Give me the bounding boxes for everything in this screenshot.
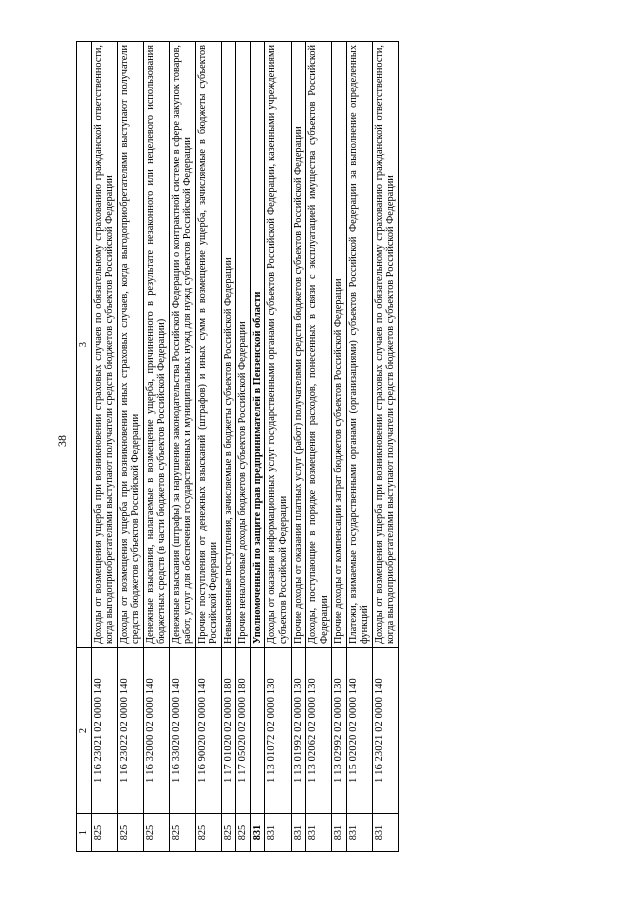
- revenue-code-cell: 1 16 33020 02 0000 140: [169, 648, 195, 814]
- admin-code-cell: 825: [221, 814, 236, 852]
- revenue-code-cell: 1 16 32000 02 0000 140: [143, 648, 169, 814]
- header-col-2: 2: [77, 648, 92, 814]
- revenue-name-cell: Невыясненные поступления, зачисляемые в бюджеты субъектов Российской Федерации: [221, 42, 236, 648]
- table-row: [91, 42, 117, 852]
- revenue-code-cell: 1 15 02020 02 0000 140: [346, 648, 372, 814]
- revenue-code-cell: 1 13 01992 02 0000 130: [291, 648, 306, 814]
- revenue-name-cell: Доходы от возмещения ущерба при возникновении страховых случаев по обязательному страхованию гражданской ответственности, когда выгодоприобретателями выступают получатели средств бюджетов субъектов Российской Федерации: [91, 42, 117, 648]
- table-row: [195, 42, 221, 852]
- revenue-code-cell: 1 16 90020 02 0000 140: [195, 648, 221, 814]
- revenue-code-cell: 1 13 01072 02 0000 130: [265, 648, 291, 814]
- table-body: [91, 42, 398, 852]
- table-row: [117, 42, 143, 852]
- table-row: [332, 42, 347, 852]
- revenue-code-cell: 1 17 01020 02 0000 180: [221, 648, 236, 814]
- revenue-code-cell: [250, 648, 265, 814]
- table-header-row: [77, 42, 92, 852]
- revenue-code-cell: 1 16 23022 02 0000 140: [117, 648, 143, 814]
- section-row: [250, 42, 265, 852]
- admin-code-cell: 831: [291, 814, 306, 852]
- revenue-code-cell: 1 16 23021 02 0000 140: [372, 648, 398, 814]
- table-row: [346, 42, 372, 852]
- header-col-1: 1: [77, 814, 92, 852]
- admin-code-cell: 831: [306, 814, 332, 852]
- table-row: [372, 42, 398, 852]
- rotated-page-content: [76, 42, 399, 852]
- admin-code-cell: 831: [372, 814, 398, 852]
- admin-code-cell: 825: [236, 814, 251, 852]
- revenue-name-cell: Прочие поступления от денежных взысканий (штрафов) и иных сумм в возмещение ущерба, зачисляемые в бюджеты субъектов Российской Федерации: [195, 42, 221, 648]
- table-row: [306, 42, 332, 852]
- page-number: 38: [55, 435, 69, 447]
- admin-code-cell: 825: [91, 814, 117, 852]
- revenue-name-cell: Денежные взыскания, налагаемые в возмещение ущерба, причиненного в результате незаконного или нецелевого использования бюджетных средств (в части бюджетов субъектов Российской Федерации): [143, 42, 169, 648]
- admin-code-cell: 825: [195, 814, 221, 852]
- header-col-3: 3: [77, 42, 92, 648]
- table-row: [221, 42, 236, 852]
- revenue-name-cell: Денежные взыскания (штрафы) за нарушение законодательства Российской Федерации о контрактной системе в сфере закупок товаров, работ, услуг для обеспечения государственных и муниципальных нужд для нужд субъектов Российской Федерации: [169, 42, 195, 648]
- revenue-name-cell: Уполномоченный по защите прав предпринимателей в Пензенской области: [250, 42, 265, 648]
- revenue-codes-table: [76, 41, 399, 852]
- revenue-code-cell: 1 16 23021 02 0000 140: [91, 648, 117, 814]
- admin-code-cell: 825: [169, 814, 195, 852]
- revenue-code-cell: 1 13 02992 02 0000 130: [332, 648, 347, 814]
- admin-code-cell: 825: [117, 814, 143, 852]
- revenue-name-cell: Прочие доходы от компенсации затрат бюджетов субъектов Российской Федерации: [332, 42, 347, 648]
- revenue-name-cell: Прочие доходы от оказания платных услуг (работ) получателями средств бюджетов субъектов Российской Федерации: [291, 42, 306, 648]
- admin-code-cell: 825: [143, 814, 169, 852]
- revenue-code-cell: 1 13 02062 02 0000 130: [306, 648, 332, 814]
- revenue-name-cell: Доходы от возмещения ущерба при возникновении страховых случаев по обязательному страхованию гражданской ответственности, когда выгодоприобретателями выступают получатели средств бюджетов субъектов Российской Федерации: [372, 42, 398, 648]
- table-row: [265, 42, 291, 852]
- revenue-name-cell: Доходы от оказания информационных услуг государственными органами субъектов Российской Федерации, казенными учреждениями субъектов Российской Федерации: [265, 42, 291, 648]
- revenue-name-cell: Прочие неналоговые доходы бюджетов субъектов Российской Федерации: [236, 42, 251, 648]
- admin-code-cell: 831: [332, 814, 347, 852]
- table-row: [169, 42, 195, 852]
- admin-code-cell: 831: [265, 814, 291, 852]
- revenue-name-cell: Платежи, взимаемые государственными органами (организациями) субъектов Российской Федерации за выполнение определенных функций: [346, 42, 372, 648]
- table-row: [291, 42, 306, 852]
- admin-code-cell: 831: [346, 814, 372, 852]
- table-row: [236, 42, 251, 852]
- revenue-code-cell: 1 17 05020 02 0000 180: [236, 648, 251, 814]
- revenue-name-cell: Доходы, поступающие в порядке возмещения расходов, понесенных в связи с эксплуатацией имущества субъектов Российской Федерации: [306, 42, 332, 648]
- revenue-name-cell: Доходы от возмещения ущерба при возникновении иных страховых случаев, когда выгодоприобретателями выступают получатели средств бюджетов субъектов Российской Федерации: [117, 42, 143, 648]
- table-row: [143, 42, 169, 852]
- admin-code-cell: 831: [250, 814, 265, 852]
